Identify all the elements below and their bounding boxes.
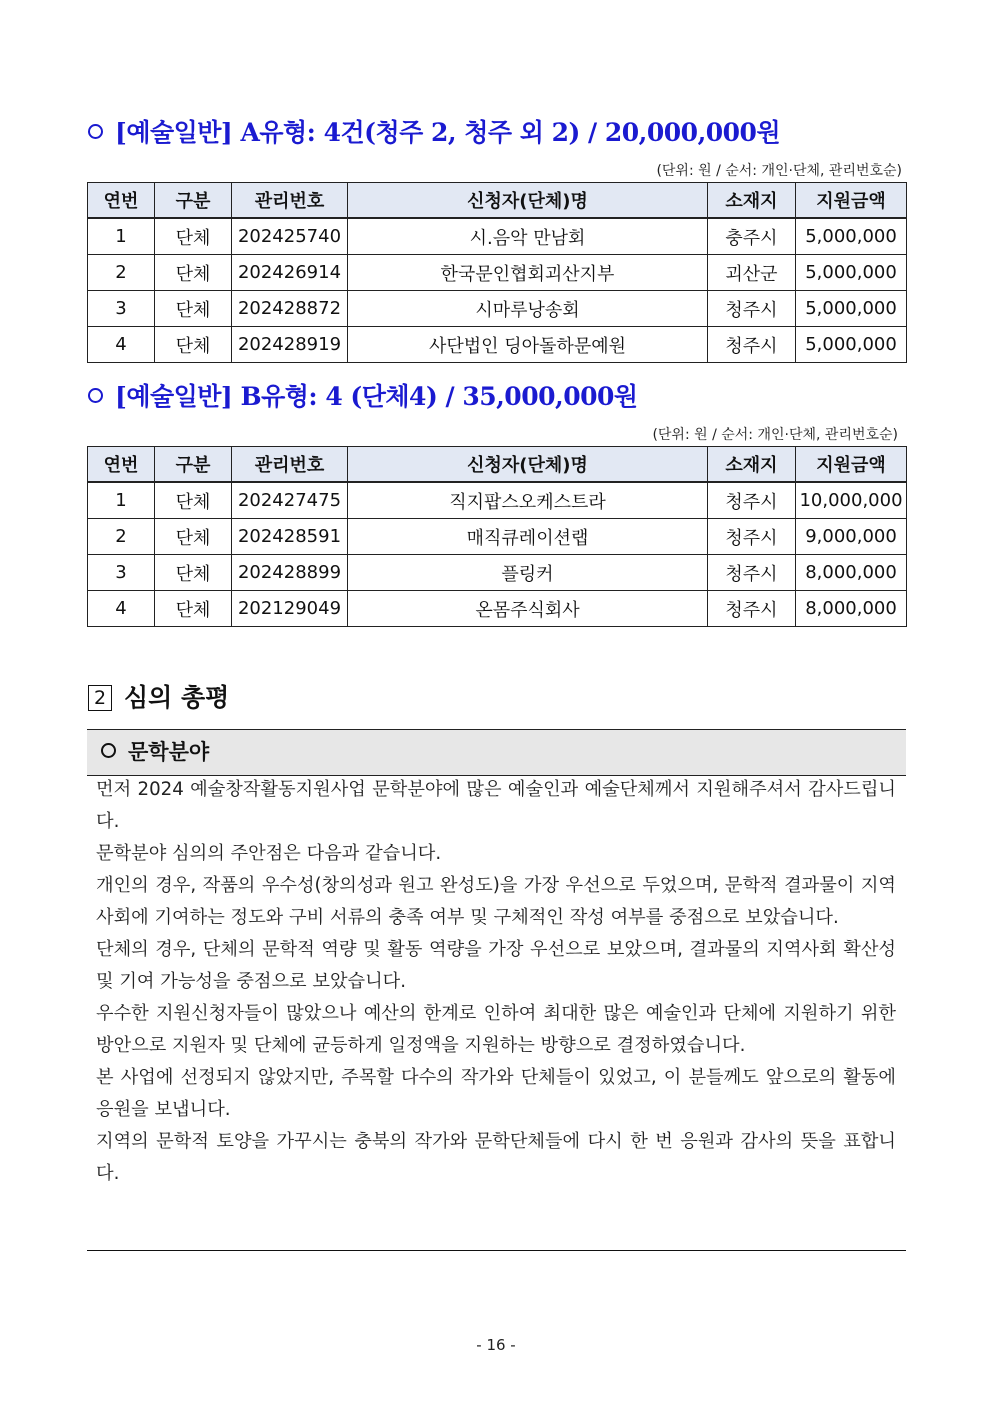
field-label: 문학분야: [128, 740, 210, 764]
row-amount: 9,000,000: [796, 519, 907, 555]
row-applicant: 매직큐레이션랩: [348, 519, 708, 555]
row-amount: 8,000,000: [796, 591, 907, 627]
review-paragraph: 단체의 경우, 단체의 문학적 역량 및 활동 역량을 가장 우선으로 보았으며, 결과물의 지역사회 확산성 및 기여 가능성을 중점으로 보았습니다.: [96, 939, 896, 992]
row-no: 4: [88, 327, 155, 363]
row-location: 괴산군: [708, 255, 796, 291]
review-body: [96, 774, 896, 1190]
row-location: 청주시: [708, 291, 796, 327]
bottom-divider: [87, 1250, 906, 1251]
section-b-table: [87, 446, 907, 627]
row-type: 단체: [155, 482, 232, 519]
row-no: 3: [88, 555, 155, 591]
row-applicant: 직지팝스오케스트라: [348, 482, 708, 519]
row-id: 202428899: [232, 555, 348, 591]
table-row: [88, 591, 907, 627]
table-row: [88, 218, 907, 255]
row-id: 202426914: [232, 255, 348, 291]
row-type: 단체: [155, 519, 232, 555]
row-amount: 5,000,000: [796, 218, 907, 255]
section-a-title: [예술일반] A유형: 4건(청주 2, 청주 외 2) / 20,000,000원: [88, 113, 780, 149]
header-cell: 소재지: [708, 183, 796, 219]
section-a-table: [87, 182, 907, 363]
row-no: 1: [88, 218, 155, 255]
header-cell: 소재지: [708, 447, 796, 483]
row-location: 청주시: [708, 519, 796, 555]
review-heading: 2 심의 총평: [88, 678, 229, 714]
section-a-unit-note: (단위: 원 / 순서: 개인·단체, 관리번호순): [656, 163, 902, 179]
row-amount: 8,000,000: [796, 555, 907, 591]
row-type: 단체: [155, 591, 232, 627]
row-id: 202427475: [232, 482, 348, 519]
review-paragraph: 본 사업에 선정되지 않았지만, 주목할 다수의 작가와 단체들이 있었고, 이 분들께도 앞으로의 활동에 응원을 보냅니다.: [96, 1067, 896, 1120]
row-location: 청주시: [708, 591, 796, 627]
table-row: [88, 291, 907, 327]
row-type: 단체: [155, 555, 232, 591]
row-applicant: 한국문인협회괴산지부: [348, 255, 708, 291]
row-amount: 5,000,000: [796, 327, 907, 363]
row-applicant: 시마루낭송회: [348, 291, 708, 327]
review-paragraph: 우수한 지원신청자들이 많았으나 예산의 한계로 인하여 최대한 많은 예술인과 단체에 지원하기 위한 방안으로 지원자 및 단체에 균등하게 일정액을 지원하는 방향으로 결정하였습니다.: [96, 1003, 896, 1056]
row-type: 단체: [155, 327, 232, 363]
row-location: 청주시: [708, 482, 796, 519]
review-paragraph: 개인의 경우, 작품의 우수성(창의성과 원고 완성도)을 가장 우선으로 두었으며, 문학적 결과물이 지역사회에 기여하는 정도와 구비 서류의 충족 여부 및 구체적인 작성 여부를 중점으로 보았습니다.: [96, 875, 896, 928]
row-type: 단체: [155, 255, 232, 291]
row-id: 202428919: [232, 327, 348, 363]
header-cell: 관리번호: [232, 447, 348, 483]
row-no: 1: [88, 482, 155, 519]
row-no: 2: [88, 255, 155, 291]
section-b-unit-note: (단위: 원 / 순서: 개인·단체, 관리번호순): [652, 427, 898, 443]
row-applicant: 시.음악 만남회: [348, 218, 708, 255]
row-type: 단체: [155, 291, 232, 327]
row-location: 청주시: [708, 327, 796, 363]
table-header-row: [88, 183, 907, 219]
page-number: - 16 -: [476, 1336, 516, 1354]
review-paragraph: 문학분야 심의의 주안점은 다음과 같습니다.: [96, 843, 442, 864]
row-id: 202129049: [232, 591, 348, 627]
header-cell: 신청자(단체)명: [348, 447, 708, 483]
row-id: 202428591: [232, 519, 348, 555]
header-cell: 지원금액: [796, 183, 907, 219]
header-cell: 구분: [155, 183, 232, 219]
row-id: 202425740: [232, 218, 348, 255]
table-row: [88, 555, 907, 591]
header-cell: 신청자(단체)명: [348, 183, 708, 219]
circle-bullet-icon: [88, 124, 103, 139]
header-cell: 관리번호: [232, 183, 348, 219]
row-amount: 5,000,000: [796, 291, 907, 327]
row-applicant: 온몸주식회사: [348, 591, 708, 627]
row-no: 4: [88, 591, 155, 627]
table-row: [88, 255, 907, 291]
review-paragraph: 먼저 2024 예술창작활동지원사업 문학분야에 많은 예술인과 예술단체께서 지원해주셔서 감사드립니다.: [96, 779, 896, 832]
row-amount: 10,000,000: [796, 482, 907, 519]
row-applicant: 플링커: [348, 555, 708, 591]
table-row: [88, 327, 907, 363]
section-b-title: [예술일반] B유형: 4 (단체4) / 35,000,000원: [88, 377, 638, 413]
header-cell: 지원금액: [796, 447, 907, 483]
review-paragraph: 지역의 문학적 토양을 가꾸시는 충북의 작가와 문학단체들에 다시 한 번 응원과 감사의 뜻을 표합니다.: [96, 1131, 896, 1184]
field-bar: [87, 729, 906, 776]
row-applicant: 사단법인 딩아돌하문예원: [348, 327, 708, 363]
row-amount: 5,000,000: [796, 255, 907, 291]
table-row: [88, 482, 907, 519]
circle-bullet-icon: [101, 743, 116, 758]
row-id: 202428872: [232, 291, 348, 327]
row-location: 청주시: [708, 555, 796, 591]
header-cell: 연번: [88, 447, 155, 483]
circle-bullet-icon: [88, 388, 103, 403]
row-no: 3: [88, 291, 155, 327]
table-header-row: [88, 447, 907, 483]
header-cell: 연번: [88, 183, 155, 219]
row-no: 2: [88, 519, 155, 555]
table-row: [88, 519, 907, 555]
row-location: 충주시: [708, 218, 796, 255]
header-cell: 구분: [155, 447, 232, 483]
section-number-box: 2: [88, 685, 112, 711]
row-type: 단체: [155, 218, 232, 255]
